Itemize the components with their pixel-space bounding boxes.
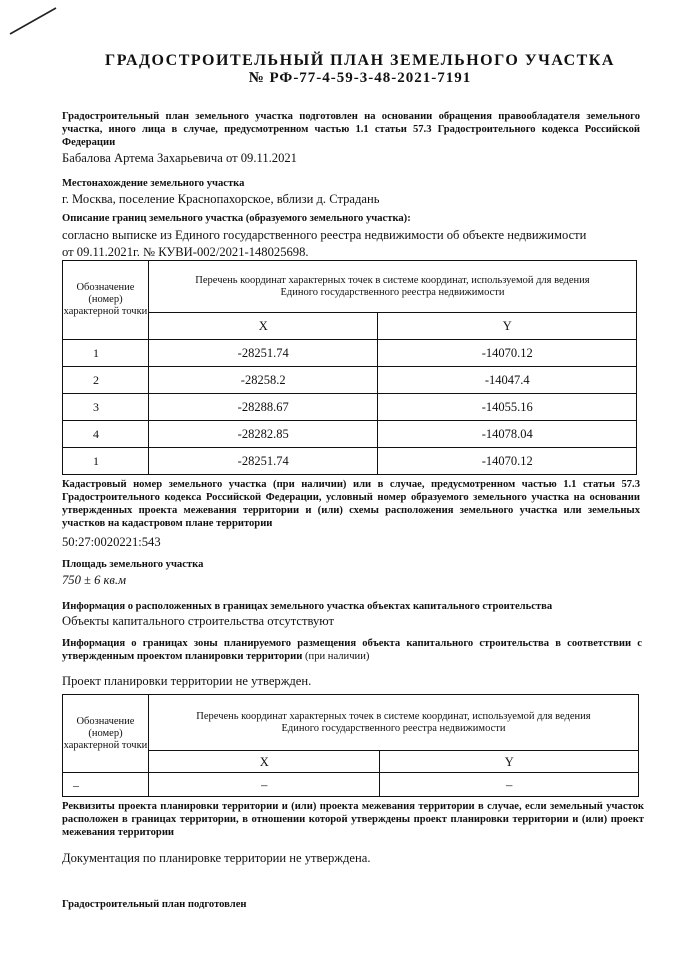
y-cell: -14047.4 — [378, 367, 637, 394]
area-label: Площадь земельного участка — [62, 559, 204, 570]
zone-value: Проект планировки территории не утвержден. — [62, 674, 312, 688]
boundary-value-line2: от 09.11.2021г. № КУВИ-002/2021-148025698. — [62, 245, 309, 259]
boundary-label: Описание границ земельного участка (образуемого земельного участка): — [62, 213, 411, 224]
coords-column-header: Перечень координат характерных точек в системе координат, используемой для ведения Единого государственного реестра недвижимости — [148, 695, 638, 751]
zone-label-bold: Информация о границах зоны планируемого размещения объекта капитального строительства в соответствии с утвержденным проектом планировки территории — [62, 638, 642, 662]
point-cell: 1 — [63, 340, 149, 367]
table-row — [63, 394, 637, 421]
y-cell: -14070.12 — [378, 340, 637, 367]
point-cell: 1 — [63, 448, 149, 475]
table-row — [63, 773, 639, 797]
cadastral-label: Кадастровый номер земельного участка (при наличии) или в случае, предусмотренном частью 1.1 статьи 57.3 Градостроительного кодекса Российской Федерации, условный номер образуемого земельного участка на основании утвержденных проекта межевания территории и (или) схемы расположения земельного участка или земельных участков на кадастровом плане территории — [62, 479, 640, 529]
point-column-header: Обозначение (номер) характерной точки — [63, 261, 149, 340]
point-cell: 4 — [63, 421, 149, 448]
requisites-value: Документация по планировке территории не утверждена. — [62, 851, 371, 865]
area-value: 750 ± 6 кв.м — [62, 573, 127, 587]
objects-label: Информация о расположенных в границах земельного участка объектах капитального строительства — [62, 601, 553, 612]
coordinates-table — [62, 260, 637, 475]
zone-label — [62, 637, 642, 663]
document-title: ГРАДОСТРОИТЕЛЬНЫЙ ПЛАН ЗЕМЕЛЬНОГО УЧАСТКА — [105, 52, 615, 69]
pen-stroke-mark — [8, 4, 60, 38]
x-cell: -28258.2 — [148, 367, 378, 394]
y-column-header: Y — [380, 751, 639, 773]
x-cell: – — [148, 773, 380, 797]
y-cell: -14070.12 — [378, 448, 637, 475]
x-cell: -28251.74 — [148, 448, 378, 475]
y-column-header: Y — [378, 313, 637, 340]
y-cell: -14078.04 — [378, 421, 637, 448]
prepared-label: Градостроительный план подготовлен — [62, 899, 247, 910]
point-cell: – — [63, 773, 149, 797]
x-cell: -28288.67 — [148, 394, 378, 421]
document-number: № РФ-77-4-59-3-48-2021-7191 — [248, 70, 472, 86]
basis-value: Бабалова Артема Захарьевича от 09.11.2021 — [62, 151, 297, 165]
x-column-header: X — [148, 313, 378, 340]
table-row — [63, 340, 637, 367]
x-cell: -28251.74 — [148, 340, 378, 367]
table-row — [63, 448, 637, 475]
requisites-label: Реквизиты проекта планировки территории и (или) проекта межевания территории в случае, если земельный участок расположен в границах территории, в отношении которой утверждены проект планировки территории и (или) проект межевания территории — [62, 801, 644, 838]
table-row — [63, 421, 637, 448]
point-cell: 2 — [63, 367, 149, 394]
y-cell: -14055.16 — [378, 394, 637, 421]
cadastral-value: 50:27:0020221:543 — [62, 535, 161, 549]
x-cell: -28282.85 — [148, 421, 378, 448]
zone-coordinates-table — [62, 694, 639, 797]
basis-label: Градостроительный план земельного участка подготовлен на основании обращения правообладателя земельного участка, иного лица в случае, предусмотренном частью 1.1 статьи 57.3 Градостроительного кодекса Российской Федерации — [62, 111, 640, 148]
x-column-header: X — [148, 751, 380, 773]
y-cell: – — [380, 773, 639, 797]
zone-label-normal: (при наличии) — [302, 651, 370, 662]
coords-column-header: Перечень координат характерных точек в системе координат, используемой для ведения Единого государственного реестра недвижимости — [148, 261, 636, 313]
point-cell: 3 — [63, 394, 149, 421]
location-label: Местонахождение земельного участка — [62, 178, 245, 189]
point-column-header: Обозначение (номер) характерной точки — [63, 695, 149, 773]
table-row — [63, 367, 637, 394]
location-value: г. Москва, поселение Краснопахорское, вблизи д. Страдань — [62, 192, 380, 206]
boundary-value-line1: согласно выписке из Единого государственного реестра недвижимости об объекте недвижимости — [62, 228, 587, 242]
objects-value: Объекты капитального строительства отсутствуют — [62, 614, 335, 628]
